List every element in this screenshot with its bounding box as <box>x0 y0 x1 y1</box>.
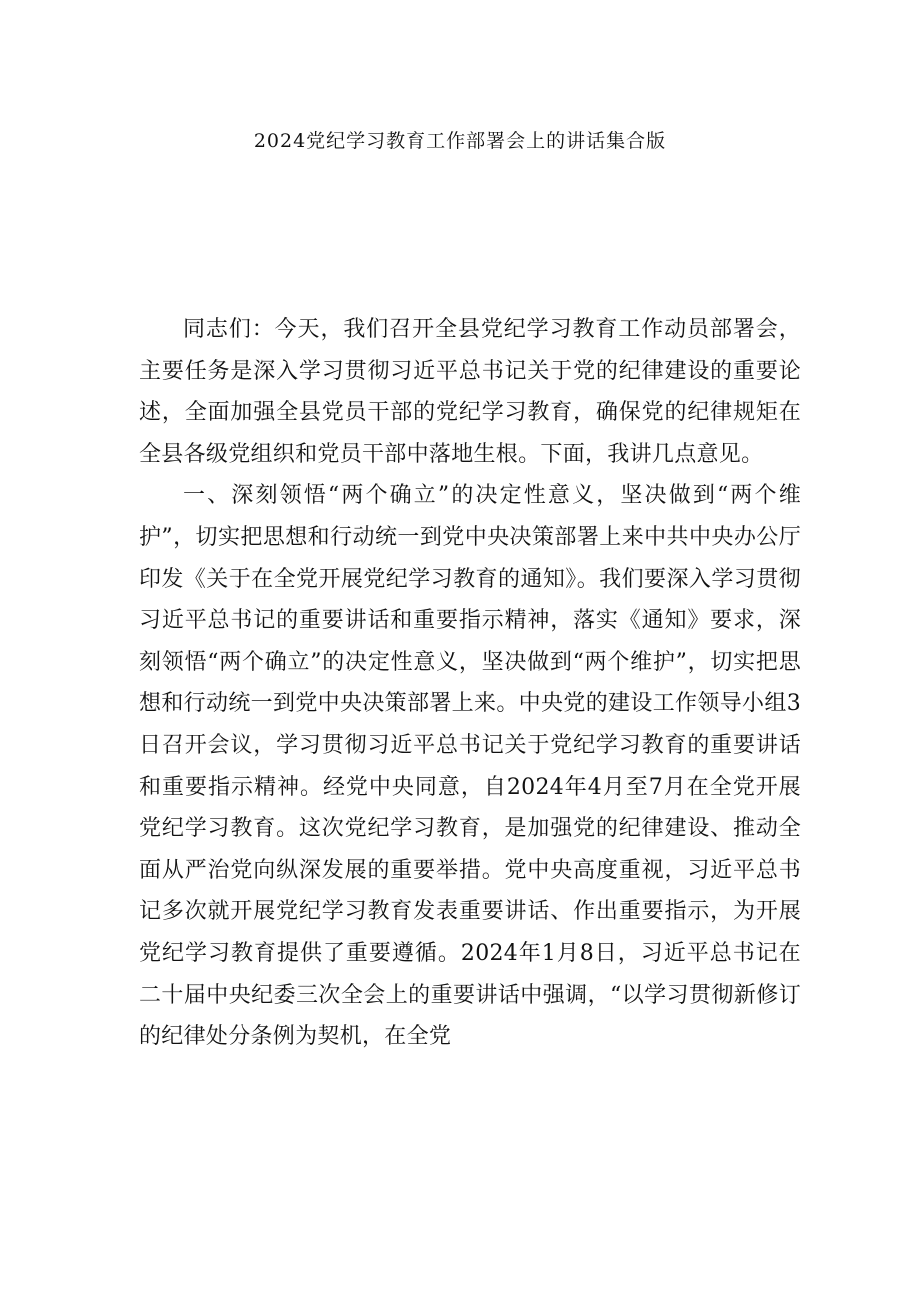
document-title: 2024党纪学习教育工作部署会上的讲话集合版 <box>253 130 667 152</box>
document-body <box>139 309 801 1058</box>
paragraph-opening: 同志们：今天，我们召开全县党纪学习教育工作动员部署会，主要任务是深入学习贯彻习近平总书记关于党的纪律建设的重要论述，全面加强全县党员干部的党纪学习教育，确保党的纪律规矩在全县各级党组织和党员干部中落地生根。下面，我讲几点意见。 <box>139 317 801 467</box>
paragraph-section-one: 一、深刻领悟“两个确立”的决定性意义，坚决做到“两个维护”，切实把思想和行动统一到党中央决策部署上来中共中央办公厅印发《关于在全党开展党纪学习教育的通知》。我们要深入学习贯彻习近平总书记的重要讲话和重要指示精神，落实《通知》要求，深刻领悟“两个确立”的决定性意义，坚决做到“两个维护”，切实把思想和行动统一到党中央决策部署上来。中央党的建设工作领导小组3日召开会议，学习贯彻习近平总书记关于党纪学习教育的重要讲话和重要指示精神。经党中央同意，自2024年4月至7月在全党开展党纪学习教育。这次党纪学习教育，是加强党的纪律建设、推动全面从严治党向纵深发展的重要举措。党中央高度重视，习近平总书记多次就开展党纪学习教育发表重要讲话、作出重要指示，为开展党纪学习教育提供了重要遵循。2024年1月8日，习近平总书记在二十届中央纪委三次全会上的重要讲话中强调，“以学习贯彻新修订的纪律处分条例为契机，在全党 <box>139 483 801 1050</box>
